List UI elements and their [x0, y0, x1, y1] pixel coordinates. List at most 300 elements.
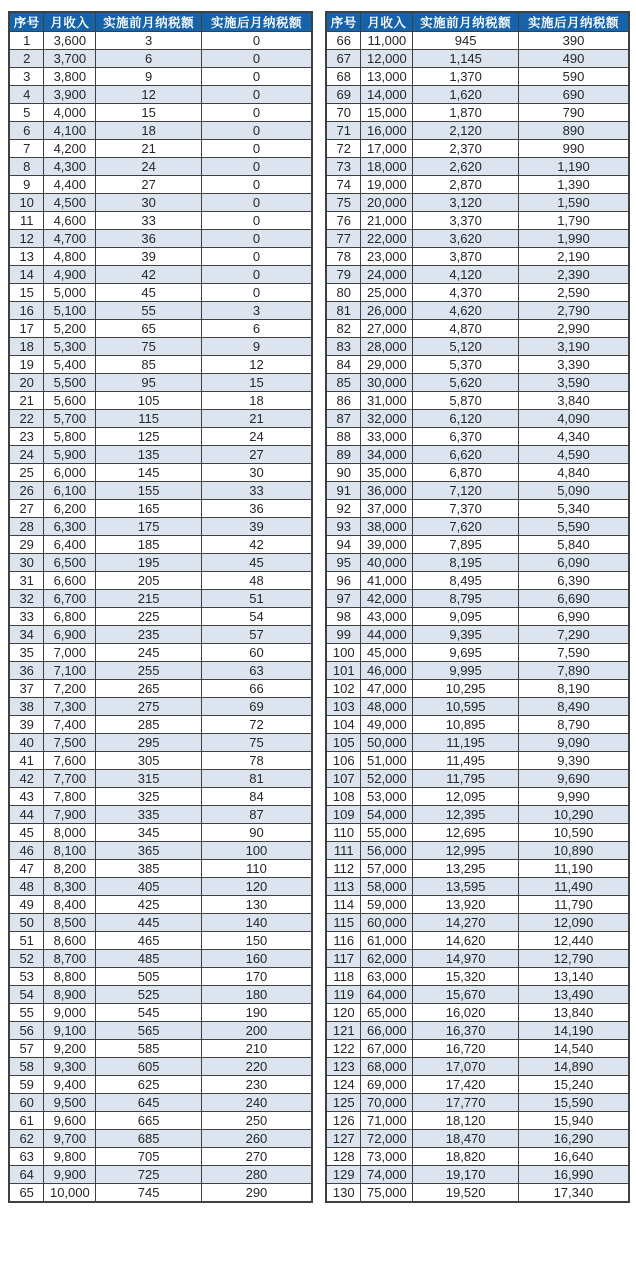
table-row	[9, 482, 312, 500]
table-cell: 4	[9, 86, 44, 104]
table-cell: 100	[201, 842, 312, 860]
table-row	[9, 374, 312, 392]
table-cell: 2,590	[518, 284, 629, 302]
table-cell: 2,990	[518, 320, 629, 338]
table-row	[9, 32, 312, 50]
table-cell: 7	[9, 140, 44, 158]
table-cell: 5,500	[44, 374, 96, 392]
table-cell: 128	[326, 1148, 361, 1166]
table-cell: 405	[96, 878, 202, 896]
table-cell: 126	[326, 1112, 361, 1130]
column-header: 序号	[326, 12, 361, 32]
table-cell: 12,395	[413, 806, 519, 824]
table-row	[326, 824, 629, 842]
table-cell: 106	[326, 752, 361, 770]
table-cell: 7,100	[44, 662, 96, 680]
table-cell: 117	[326, 950, 361, 968]
table-cell: 2,390	[518, 266, 629, 284]
table-cell: 3,700	[44, 50, 96, 68]
table-row	[326, 212, 629, 230]
table-cell: 66,000	[361, 1022, 413, 1040]
table-cell: 33,000	[361, 428, 413, 446]
table-cell: 15,670	[413, 986, 519, 1004]
table-cell: 5	[9, 104, 44, 122]
table-cell: 60,000	[361, 914, 413, 932]
table-cell: 36,000	[361, 482, 413, 500]
table-cell: 990	[518, 140, 629, 158]
table-row	[9, 410, 312, 428]
table-cell: 27	[9, 500, 44, 518]
table-cell: 69	[201, 698, 312, 716]
table-cell: 105	[96, 392, 202, 410]
table-cell: 9	[9, 176, 44, 194]
table-row	[9, 428, 312, 446]
table-row	[326, 770, 629, 788]
table-cell: 39	[9, 716, 44, 734]
table-cell: 4,800	[44, 248, 96, 266]
table-cell: 585	[96, 1040, 202, 1058]
table-cell: 7,700	[44, 770, 96, 788]
table-cell: 31,000	[361, 392, 413, 410]
table-cell: 13,295	[413, 860, 519, 878]
table-cell: 0	[201, 284, 312, 302]
table-cell: 11	[9, 212, 44, 230]
table-row	[326, 644, 629, 662]
table-cell: 43,000	[361, 608, 413, 626]
table-cell: 2,790	[518, 302, 629, 320]
table-cell: 5,840	[518, 536, 629, 554]
table-cell: 71	[326, 122, 361, 140]
table-cell: 0	[201, 68, 312, 86]
table-cell: 75	[201, 734, 312, 752]
table-cell: 54,000	[361, 806, 413, 824]
table-row	[326, 932, 629, 950]
table-cell: 8,400	[44, 896, 96, 914]
table-cell: 4,200	[44, 140, 96, 158]
table-cell: 36	[96, 230, 202, 248]
table-cell: 9,200	[44, 1040, 96, 1058]
table-cell: 64,000	[361, 986, 413, 1004]
table-cell: 15,320	[413, 968, 519, 986]
table-cell: 10,590	[518, 824, 629, 842]
table-cell: 21	[9, 392, 44, 410]
table-row	[9, 716, 312, 734]
table-row	[9, 662, 312, 680]
table-cell: 53,000	[361, 788, 413, 806]
table-cell: 65	[96, 320, 202, 338]
table-cell: 30,000	[361, 374, 413, 392]
table-cell: 255	[96, 662, 202, 680]
table-cell: 29	[9, 536, 44, 554]
table-cell: 70,000	[361, 1094, 413, 1112]
table-row	[9, 1148, 312, 1166]
table-cell: 42	[201, 536, 312, 554]
table-cell: 12	[201, 356, 312, 374]
table-row	[326, 752, 629, 770]
table-cell: 65	[9, 1184, 44, 1202]
table-cell: 6,100	[44, 482, 96, 500]
table-cell: 8,300	[44, 878, 96, 896]
table-cell: 51	[201, 590, 312, 608]
table-cell: 14,970	[413, 950, 519, 968]
table-cell: 95	[96, 374, 202, 392]
table-cell: 280	[201, 1166, 312, 1184]
table-cell: 63,000	[361, 968, 413, 986]
table-cell: 11,195	[413, 734, 519, 752]
table-cell: 385	[96, 860, 202, 878]
table-cell: 135	[96, 446, 202, 464]
table-row	[326, 1040, 629, 1058]
table-row	[326, 536, 629, 554]
table-cell: 7,900	[44, 806, 96, 824]
table-cell: 124	[326, 1076, 361, 1094]
table-cell: 690	[518, 86, 629, 104]
table-cell: 8,500	[44, 914, 96, 932]
table-cell: 5,100	[44, 302, 96, 320]
table-cell: 121	[326, 1022, 361, 1040]
table-cell: 115	[96, 410, 202, 428]
table-cell: 60	[9, 1094, 44, 1112]
table-cell: 69,000	[361, 1076, 413, 1094]
table-cell: 2,190	[518, 248, 629, 266]
table-row	[326, 320, 629, 338]
table-cell: 9,090	[518, 734, 629, 752]
table-cell: 43	[9, 788, 44, 806]
table-cell: 45	[9, 824, 44, 842]
table-cell: 27	[96, 176, 202, 194]
table-cell: 17	[9, 320, 44, 338]
table-cell: 120	[326, 1004, 361, 1022]
table-row	[326, 662, 629, 680]
table-cell: 17,770	[413, 1094, 519, 1112]
table-row	[326, 518, 629, 536]
table-cell: 63	[201, 662, 312, 680]
table-cell: 17,420	[413, 1076, 519, 1094]
table-cell: 19,520	[413, 1184, 519, 1202]
table-cell: 9,990	[518, 788, 629, 806]
table-row	[326, 500, 629, 518]
table-cell: 8,195	[413, 554, 519, 572]
table-cell: 72	[326, 140, 361, 158]
table-cell: 5,120	[413, 338, 519, 356]
table-row	[326, 392, 629, 410]
table-row	[9, 230, 312, 248]
table-cell: 6,870	[413, 464, 519, 482]
table-cell: 6,500	[44, 554, 96, 572]
table-cell: 8,000	[44, 824, 96, 842]
table-cell: 111	[326, 842, 361, 860]
table-row	[326, 842, 629, 860]
table-row	[9, 860, 312, 878]
table-cell: 8,900	[44, 986, 96, 1004]
table-cell: 93	[326, 518, 361, 536]
table-cell: 7,370	[413, 500, 519, 518]
table-cell: 104	[326, 716, 361, 734]
table-cell: 8,190	[518, 680, 629, 698]
table-row	[326, 86, 629, 104]
table-row	[326, 410, 629, 428]
table-row	[9, 176, 312, 194]
table-cell: 6,390	[518, 572, 629, 590]
table-cell: 9,500	[44, 1094, 96, 1112]
table-cell: 18	[201, 392, 312, 410]
table-cell: 41	[9, 752, 44, 770]
table-cell: 62,000	[361, 950, 413, 968]
table-cell: 66	[326, 32, 361, 50]
table-row	[326, 1094, 629, 1112]
table-row	[9, 986, 312, 1004]
table-row	[326, 1058, 629, 1076]
table-cell: 4,620	[413, 302, 519, 320]
table-row	[9, 284, 312, 302]
table-cell: 745	[96, 1184, 202, 1202]
table-cell: 32,000	[361, 410, 413, 428]
table-cell: 14,540	[518, 1040, 629, 1058]
table-cell: 7,620	[413, 518, 519, 536]
table-cell: 51	[9, 932, 44, 950]
table-cell: 50,000	[361, 734, 413, 752]
table-cell: 39	[96, 248, 202, 266]
table-cell: 75,000	[361, 1184, 413, 1202]
table-cell: 6,400	[44, 536, 96, 554]
table-cell: 6	[96, 50, 202, 68]
table-cell: 15	[9, 284, 44, 302]
table-cell: 12,790	[518, 950, 629, 968]
table-cell: 295	[96, 734, 202, 752]
table-cell: 0	[201, 266, 312, 284]
table-cell: 59,000	[361, 896, 413, 914]
table-cell: 1,190	[518, 158, 629, 176]
table-row	[326, 284, 629, 302]
table-row	[9, 1112, 312, 1130]
table-cell: 3	[201, 302, 312, 320]
table-row	[9, 536, 312, 554]
table-cell: 4,870	[413, 320, 519, 338]
table-cell: 127	[326, 1130, 361, 1148]
table-cell: 6,700	[44, 590, 96, 608]
table-cell: 0	[201, 176, 312, 194]
table-row	[9, 608, 312, 626]
table-cell: 25	[9, 464, 44, 482]
table-cell: 53	[9, 968, 44, 986]
table-cell: 705	[96, 1148, 202, 1166]
table-row	[9, 1094, 312, 1112]
table-cell: 565	[96, 1022, 202, 1040]
table-cell: 665	[96, 1112, 202, 1130]
header-row	[326, 12, 629, 32]
table-cell: 305	[96, 752, 202, 770]
table-row	[9, 212, 312, 230]
table-cell: 17,340	[518, 1184, 629, 1202]
table-cell: 15,000	[361, 104, 413, 122]
table-cell: 4,500	[44, 194, 96, 212]
table-cell: 123	[326, 1058, 361, 1076]
table-cell: 57	[201, 626, 312, 644]
table-row	[326, 626, 629, 644]
table-cell: 5,300	[44, 338, 96, 356]
table-cell: 5,620	[413, 374, 519, 392]
table-cell: 345	[96, 824, 202, 842]
table-cell: 9,395	[413, 626, 519, 644]
table-cell: 165	[96, 500, 202, 518]
table-cell: 89	[326, 446, 361, 464]
table-cell: 116	[326, 932, 361, 950]
table-cell: 275	[96, 698, 202, 716]
table-cell: 190	[201, 1004, 312, 1022]
table-cell: 4,370	[413, 284, 519, 302]
table-row	[326, 734, 629, 752]
table-cell: 425	[96, 896, 202, 914]
table-cell: 4,120	[413, 266, 519, 284]
table-cell: 9,000	[44, 1004, 96, 1022]
table-cell: 61	[9, 1112, 44, 1130]
table-cell: 17,070	[413, 1058, 519, 1076]
table-cell: 72,000	[361, 1130, 413, 1148]
table-cell: 6,600	[44, 572, 96, 590]
table-cell: 16,290	[518, 1130, 629, 1148]
table-cell: 23	[9, 428, 44, 446]
table-cell: 42	[9, 770, 44, 788]
table-row	[9, 266, 312, 284]
table-cell: 7,600	[44, 752, 96, 770]
table-row	[9, 572, 312, 590]
table-row	[9, 464, 312, 482]
table-cell: 87	[201, 806, 312, 824]
table-cell: 20,000	[361, 194, 413, 212]
table-cell: 62	[9, 1130, 44, 1148]
table-cell: 96	[326, 572, 361, 590]
table-cell: 78	[201, 752, 312, 770]
table-cell: 5,340	[518, 500, 629, 518]
table-cell: 14,620	[413, 932, 519, 950]
table-cell: 590	[518, 68, 629, 86]
table-row	[326, 968, 629, 986]
table-cell: 78	[326, 248, 361, 266]
table-cell: 44	[9, 806, 44, 824]
table-row	[326, 122, 629, 140]
table-cell: 2	[9, 50, 44, 68]
table-cell: 40	[9, 734, 44, 752]
table-cell: 3	[96, 32, 202, 50]
table-cell: 58	[9, 1058, 44, 1076]
table-cell: 0	[201, 122, 312, 140]
table-cell: 22	[9, 410, 44, 428]
table-cell: 64	[9, 1166, 44, 1184]
column-header: 月收入	[361, 12, 413, 32]
table-cell: 105	[326, 734, 361, 752]
table-cell: 130	[201, 896, 312, 914]
table-cell: 45	[201, 554, 312, 572]
table-row	[326, 266, 629, 284]
table-cell: 195	[96, 554, 202, 572]
table-cell: 31	[9, 572, 44, 590]
table-cell: 54	[9, 986, 44, 1004]
table-cell: 0	[201, 140, 312, 158]
table-cell: 99	[326, 626, 361, 644]
table-cell: 16,020	[413, 1004, 519, 1022]
table-cell: 12,090	[518, 914, 629, 932]
table-cell: 8,795	[413, 590, 519, 608]
table-cell: 2,870	[413, 176, 519, 194]
table-cell: 16,720	[413, 1040, 519, 1058]
table-cell: 7,200	[44, 680, 96, 698]
table-cell: 3,590	[518, 374, 629, 392]
table-cell: 18,820	[413, 1148, 519, 1166]
table-cell: 390	[518, 32, 629, 50]
table-cell: 0	[201, 230, 312, 248]
table-cell: 3,600	[44, 32, 96, 50]
table-cell: 42	[96, 266, 202, 284]
column-header: 实施前月纳税额	[96, 12, 202, 32]
table-cell: 27	[201, 446, 312, 464]
table-cell: 65,000	[361, 1004, 413, 1022]
table-row	[326, 302, 629, 320]
table-cell: 140	[201, 914, 312, 932]
table-row	[9, 518, 312, 536]
table-cell: 8,800	[44, 968, 96, 986]
table-cell: 9,800	[44, 1148, 96, 1166]
table-row	[326, 680, 629, 698]
table-cell: 107	[326, 770, 361, 788]
table-row	[326, 878, 629, 896]
table-cell: 26	[9, 482, 44, 500]
table-cell: 13	[9, 248, 44, 266]
table-cell: 108	[326, 788, 361, 806]
table-row	[9, 122, 312, 140]
table-cell: 9,695	[413, 644, 519, 662]
table-cell: 16,000	[361, 122, 413, 140]
table-cell: 9,300	[44, 1058, 96, 1076]
table-cell: 7,120	[413, 482, 519, 500]
table-cell: 7,890	[518, 662, 629, 680]
table-row	[9, 86, 312, 104]
table-cell: 270	[201, 1148, 312, 1166]
table-cell: 8,100	[44, 842, 96, 860]
table-cell: 335	[96, 806, 202, 824]
table-cell: 25,000	[361, 284, 413, 302]
table-cell: 114	[326, 896, 361, 914]
table-cell: 12	[96, 86, 202, 104]
table-cell: 20	[9, 374, 44, 392]
table-cell: 30	[201, 464, 312, 482]
table-cell: 250	[201, 1112, 312, 1130]
table-row	[9, 338, 312, 356]
table-row	[9, 1004, 312, 1022]
table-cell: 45	[96, 284, 202, 302]
table-cell: 490	[518, 50, 629, 68]
table-cell: 55	[9, 1004, 44, 1022]
table-cell: 37,000	[361, 500, 413, 518]
table-cell: 290	[201, 1184, 312, 1202]
table-row	[9, 590, 312, 608]
table-cell: 36	[9, 662, 44, 680]
table-cell: 54	[201, 608, 312, 626]
table-cell: 94	[326, 536, 361, 554]
table-cell: 84	[326, 356, 361, 374]
table-cell: 235	[96, 626, 202, 644]
table-cell: 84	[201, 788, 312, 806]
table-cell: 9,900	[44, 1166, 96, 1184]
table-cell: 87	[326, 410, 361, 428]
table-cell: 19,000	[361, 176, 413, 194]
table-cell: 30	[96, 194, 202, 212]
table-row	[326, 1130, 629, 1148]
table-cell: 81	[201, 770, 312, 788]
table-cell: 21,000	[361, 212, 413, 230]
table-cell: 8,790	[518, 716, 629, 734]
column-header: 月收入	[44, 12, 96, 32]
table-row	[326, 428, 629, 446]
